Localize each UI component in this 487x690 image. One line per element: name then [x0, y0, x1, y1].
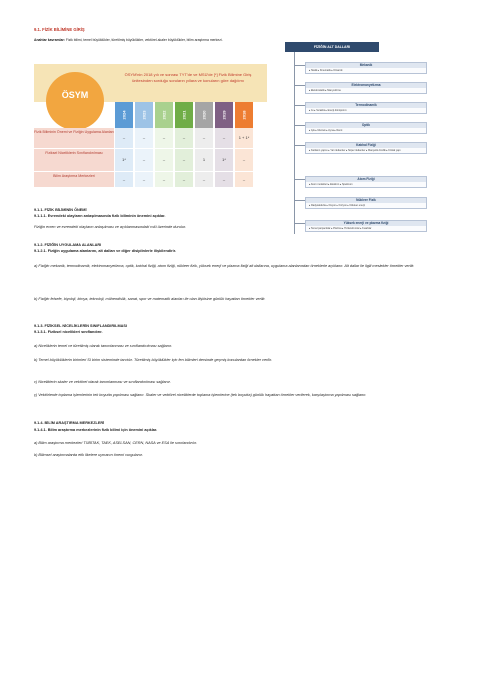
osym-cell: –	[135, 128, 153, 148]
diagram-branch-box	[305, 102, 427, 114]
branch-name: Yüksek enerji ve plazma fiziği	[306, 221, 426, 226]
diagram-title: FİZİĞİN ALT DALLARI	[285, 42, 379, 52]
diagram-branch-line	[294, 200, 305, 201]
osym-logo: ÖSYM	[46, 72, 104, 130]
branch-items: ▸ Atom modelleri ▸ Elektron ▸ Spektrum	[309, 183, 353, 186]
branch-name: Elektromanyetizma	[306, 83, 426, 88]
osym-question-table	[34, 64, 267, 187]
diagram-branch-line	[294, 179, 305, 180]
osym-cell: 1*	[115, 149, 133, 171]
year-header: 2024	[115, 102, 133, 128]
osym-cell: –	[135, 149, 153, 171]
branch-items: ▸ Statik ▸ Kinematik ▸ Dinamik	[309, 69, 343, 72]
s912-b: b) Fiziğin felsefe, biyoloji, kimya, teknoloji, mühendislik, sanat, spor ve matematik alanları ile olan ilişkisine günlük hayattan örnekler verilir.	[34, 297, 266, 301]
diagram-branch-line	[294, 85, 305, 86]
key-concepts-label: Anahtar kavramlar:	[34, 38, 65, 42]
branch-items: ▸ Elektrostatik ▸ Manyetizma	[309, 89, 341, 92]
branch-name: Termodinamik	[306, 103, 426, 108]
diagram-branch-box	[305, 176, 427, 188]
s913-a: a) Niceliklerin temel ve türetilmiş olarak tanımlanması ve sınıflandırılması sağlanır.	[34, 344, 173, 348]
branch-items: ▸ Temel parçacıklar ▸ Plazma ▸ Hızlandırıcılar ▸ Kuarklar	[309, 227, 372, 230]
key-concepts-text: Fizik bilimi, temel büyüklükler, türetilmiş büyüklükler, vektörel-skaler büyüklükler, bilim araştırma merkezi.	[65, 38, 223, 42]
s912-a: a) Fiziğin mekanik, termodinamik, elektromanyetizma, optik, katıhal fiziği, atom fiziği, nükleer fizik, yüksek enerji ve plazma fiziği alt dallarına, uygulama alanlarından örneklerle açıklanır. Alt dallar ile ilgili meslekler örnekler verilir.	[34, 264, 415, 268]
s912-title: 9.1.2. FİZİĞİN UYGULAMA ALANLARI	[34, 243, 102, 247]
diagram-branch-box	[305, 62, 427, 74]
s914-b: b) Bilimsel araştırmalarda etik ilkelere uymanın önemi vurgulanır.	[34, 453, 143, 457]
osym-cell: –	[175, 128, 193, 148]
osym-cell: –	[115, 128, 133, 148]
osym-cell: –	[155, 128, 173, 148]
osym-caption: ÖSYM'nin 2018 yılı ve sonrası TYT'de ve MSÜ'de [*] Fizik Bilimine Giriş ünitesinden sorduğu soruların yıllara ve konuların göre dağılımı	[124, 72, 252, 83]
s913-b: b) Temel büyüklüklerin birimleri SI birim sisteminde tanıtılır. Türetilmiş büyüklükler için fen bilimleri dersinde geçmiş konulardan örnekler verilir.	[34, 358, 273, 362]
diagram-branch-line	[294, 125, 305, 126]
s914-sub: 9.1.4.1. Bilim araştırma merkezlerinin fizik bilimi için önemini açıklar.	[34, 428, 158, 432]
s913-d: ç) Vektörlerde toplama işlemlerinin tek boyutta yapılması sağlanır. Skaler ve vektörel niceliklerde toplama işlemlerine (tek boyutta) günlük hayattan örnekler verilerek, karşılaştırma yapılması sağlanır.	[34, 393, 367, 397]
physics-branches-diagram	[277, 42, 455, 252]
diagram-trunk-line	[294, 52, 295, 234]
diagram-branch-line	[294, 145, 305, 146]
diagram-branch-box	[305, 142, 427, 154]
osym-row-label: Fiziksel Niceliklerin Sınıflandırılması	[34, 149, 114, 171]
osym-row-label: Bilim Araştırma Merkezleri	[34, 172, 114, 187]
year-header: 2023	[135, 102, 153, 128]
diagram-branch-box	[305, 82, 427, 94]
section-title: 9.1. FİZİK BİLİMİNE GİRİŞ	[34, 27, 85, 32]
branch-name: Nükleer Fizik	[306, 198, 426, 203]
s912-sub: 9.1.2.1. Fiziğin uygulama alanlarını, alt dalları ve diğer disiplinlerle ilişkilendirir.	[34, 249, 177, 253]
key-concepts	[34, 38, 264, 42]
s913-title: 9.1.3. FİZİKSEL NİCELİKLERİN SINIFLANDIRILMASI	[34, 324, 127, 328]
branch-items: ▸ Katıların yapısı ▸ Yarı iletkenler ▸ Süper iletkenler ▸ Manyetik özellik ▸ Kristal yapı	[309, 149, 401, 152]
s911-title: 9.1.1. FİZİK BİLİMİNİN ÖNEMİ	[34, 208, 87, 212]
osym-cell: –	[115, 172, 133, 187]
diagram-branch-line	[294, 223, 305, 224]
osym-cell: –	[235, 149, 253, 171]
year-header: 2021	[175, 102, 193, 128]
diagram-branch-line	[294, 65, 305, 66]
osym-row-label: Fizik Biliminin Önemi ve Fiziğin Uygulama Alanları	[34, 128, 114, 148]
branch-name: Katıhal Fiziği	[306, 143, 426, 148]
osym-cell: 1	[195, 149, 213, 171]
osym-cell: –	[215, 172, 233, 187]
year-header: 2022	[155, 102, 173, 128]
osym-cell: –	[175, 149, 193, 171]
s911-p1: Fiziğin evren ve evrendeki olayların anlaşılması ve açıklanmasındaki rolü üzerinde durulur.	[34, 225, 187, 229]
osym-cell: –	[175, 172, 193, 187]
branch-name: Atom Fiziği	[306, 177, 426, 182]
diagram-branch-box	[305, 122, 427, 134]
year-header: 2020	[195, 102, 213, 128]
osym-cell: –	[195, 128, 213, 148]
osym-cell: 1 + 1*	[235, 128, 253, 148]
osym-cell: –	[155, 149, 173, 171]
diagram-branch-line	[294, 105, 305, 106]
s914-title: 9.1.4. BİLİM ARAŞTIRMA MERKEZLERİ	[34, 421, 105, 425]
osym-cell: –	[155, 172, 173, 187]
year-header: 2019	[215, 102, 233, 128]
osym-cell: –	[215, 128, 233, 148]
s911-sub: 9.1.1.1. Evrendeki olayların anlaşılmasında fizik biliminin önemini açıklar.	[34, 214, 166, 218]
branch-name: Mekanik	[306, 63, 426, 68]
s913-sub: 9.1.3.1. Fiziksel nicelikleri sınıflandırır.	[34, 330, 103, 334]
s913-c: c) Niceliklerin skaler ve vektörel olarak tanımlanması ve sınıflandırılması sağlanır.	[34, 380, 171, 384]
osym-cell: –	[135, 172, 153, 187]
branch-items: ▸ Işık ▸ Mercek ▸ Ayna ▸ Renk	[309, 129, 343, 132]
osym-cell: –	[235, 172, 253, 187]
branch-items: ▸ Isı ▸ Sıcaklık ▸ Enerji dönüşümü	[309, 109, 347, 112]
osym-cell: –	[195, 172, 213, 187]
osym-cell: 1*	[215, 149, 233, 171]
branch-items: ▸ Radyoaktivite ▸ Fisyon ▸ Füzyon ▸ Nükleer enerji	[309, 204, 365, 207]
s914-a: a) Bilim araştırma merkezleri TÜBİTAK, TAEK, ASELSAN, CERN, NASA ve ESA ile sınırlandırılır.	[34, 441, 198, 445]
year-header: 2018	[235, 102, 253, 128]
branch-name: Optik	[306, 123, 426, 128]
